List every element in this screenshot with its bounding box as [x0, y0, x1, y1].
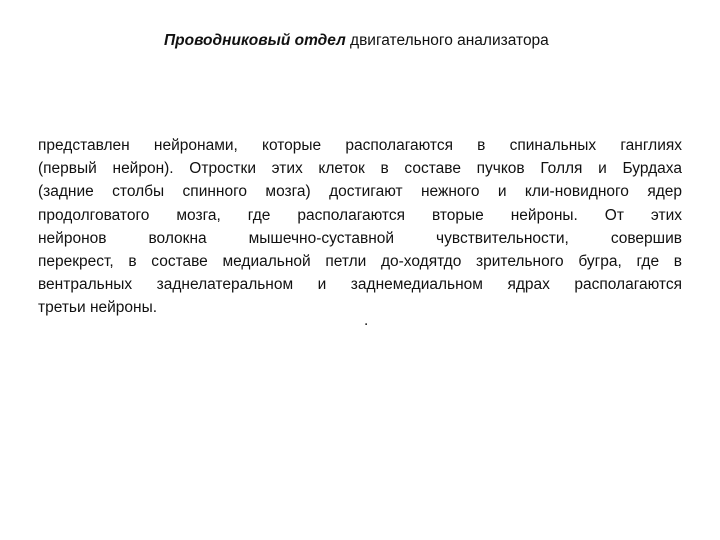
paragraph-line: вентральных заднелатеральном и заднемедиальном ядрах располагаются [38, 276, 682, 294]
slide-title-rest: двигательного анализатора [345, 32, 549, 49]
paragraph-line: третьи нейроны. [38, 299, 158, 317]
paragraph-line: перекрест, в составе медиальной петли до-ходятдо зрительного бугра, где в [38, 253, 682, 271]
trailing-dot: . [364, 312, 369, 329]
paragraph-line: (первый нейрон). Отростки этих клеток в составе пучков Голля и Бурдаха [38, 160, 682, 178]
body-paragraph [38, 134, 682, 320]
paragraph-line: представлен нейронами, которые располагаются в спинальных ганглиях [38, 137, 682, 154]
slide-title [164, 32, 549, 50]
paragraph-line: продолговатого мозга, где располагаются вторые нейроны. От этих [38, 206, 682, 224]
slide-title-emphasis: Проводниковый отдел [164, 32, 346, 49]
paragraph-line: (задние столбы спинного мозга) достигают нежного и кли-новидного ядер [38, 183, 682, 201]
paragraph-line: нейронов волокна мышечно-суставной чувствительности, совершив [38, 229, 682, 247]
